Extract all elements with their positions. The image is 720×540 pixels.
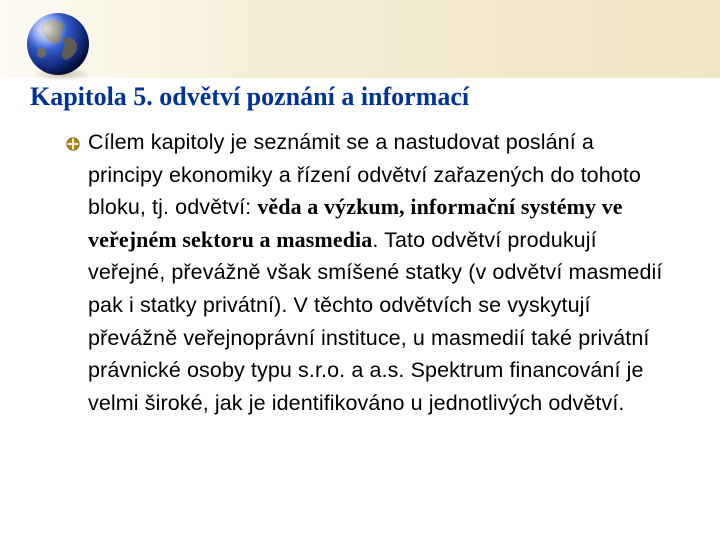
bullet-text-intro: Cílem kapitoly je seznámit se a nastudovat poslání a principy ekonomiky a řízení odvětví zařazených do tohoto bloku, tj. odvětví:	[88, 130, 641, 220]
bullet-text-bold: věda a výzkum, informační systémy ve veřejném sektoru a masmedia	[88, 194, 623, 252]
bullet-paragraph	[88, 126, 673, 419]
globe-icon	[18, 8, 98, 84]
header-band	[0, 0, 720, 78]
bullet-marker-icon	[66, 137, 80, 151]
slide-title: Kapitola 5. odvětví poznání a informací	[30, 82, 470, 111]
bullet-text-rest: . Tato odvětví produkují veřejné, převážně však smíšené statky (v odvětví masmedií pak i statky privátní). V těchto odvětvích se vyskytují převážně veřejnoprávní instituce, u masmedií také privátní právnické osoby typu s.r.o. a a.s. Spektrum financování je velmi široké, jak je identifikováno u jednotlivých odvětví.	[88, 227, 663, 415]
